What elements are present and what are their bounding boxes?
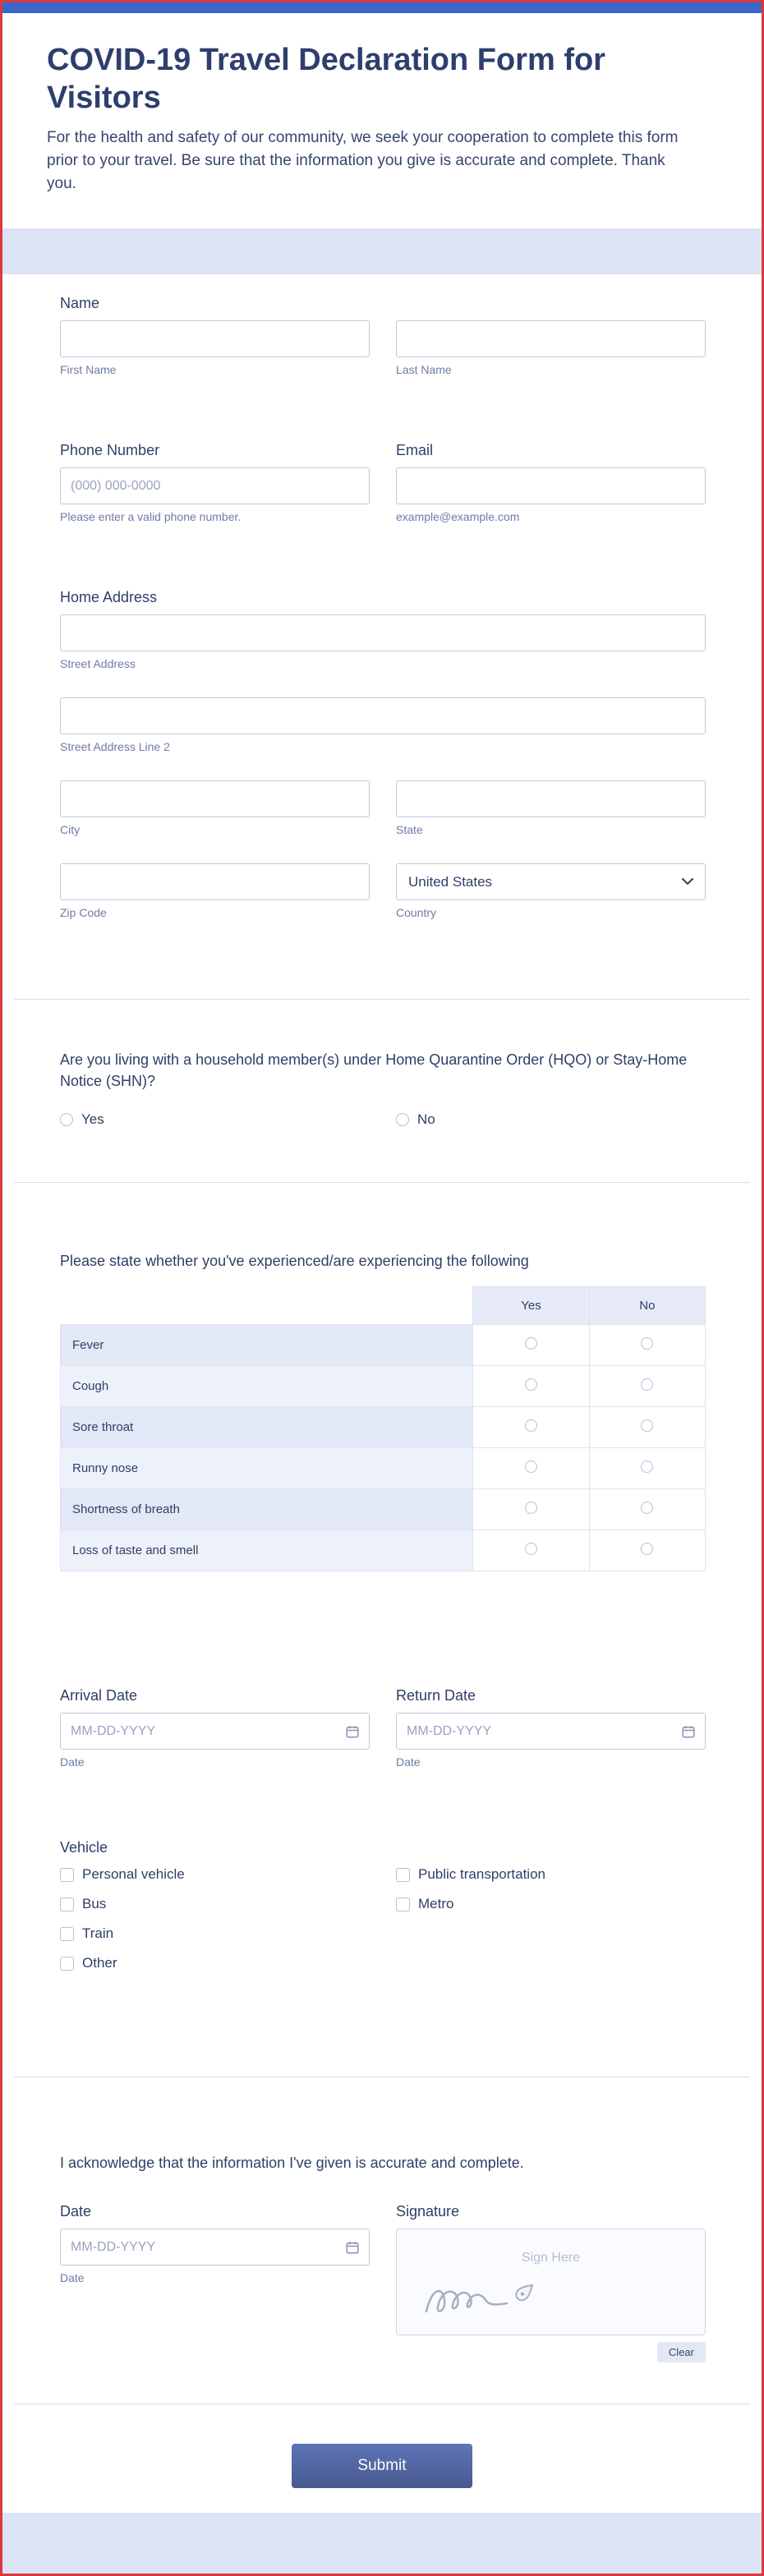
personal-vehicle-checkbox[interactable] — [60, 1868, 74, 1882]
hqo-field — [2, 1049, 762, 1128]
last-name-input[interactable] — [396, 320, 706, 357]
hqo-yes-radio[interactable] — [60, 1113, 73, 1126]
street-address-2-input[interactable] — [60, 697, 706, 734]
arrival-date-input[interactable] — [60, 1713, 370, 1750]
country-sublabel: Country — [396, 906, 437, 919]
matrix-column-no: No — [589, 1287, 705, 1325]
table-row — [61, 1448, 706, 1489]
arrival-date-label: Arrival Date — [60, 1687, 138, 1704]
symptom-cough-label: Cough — [61, 1366, 473, 1407]
date-signature-row — [2, 2202, 762, 2362]
matrix-corner-cell — [61, 1287, 473, 1325]
phone-field — [60, 441, 370, 524]
bus-checkbox[interactable] — [60, 1898, 74, 1911]
other-label: Other — [82, 1955, 117, 1971]
phone-email-row — [2, 441, 762, 524]
symptom-sore-throat-label: Sore throat — [61, 1407, 473, 1448]
form-body — [2, 274, 762, 2513]
phone-label: Phone Number — [60, 442, 160, 458]
signature-squiggle — [415, 2274, 661, 2326]
travel-dates-row — [2, 1686, 762, 1769]
date-field — [60, 2202, 370, 2362]
sore-throat-yes-radio[interactable] — [525, 1419, 537, 1432]
form-theme-bar — [2, 2, 762, 13]
symptoms-table — [60, 1286, 706, 1571]
vehicle-option-bus[interactable] — [60, 1896, 370, 1912]
zip-code-input[interactable] — [60, 863, 370, 900]
calendar-icon[interactable] — [345, 1724, 360, 1739]
train-checkbox[interactable] — [60, 1927, 74, 1941]
hqo-option-no[interactable] — [396, 1111, 706, 1128]
street-address-sublabel: Street Address — [60, 657, 136, 670]
table-row — [61, 1407, 706, 1448]
clear-signature-button[interactable]: Clear — [657, 2342, 706, 2362]
symptom-runny-nose-label: Runny nose — [61, 1448, 473, 1489]
header-body-gap — [2, 228, 762, 274]
train-label: Train — [82, 1925, 114, 1941]
signature-field — [396, 2202, 706, 2362]
street-address-input[interactable] — [60, 614, 706, 651]
date-label: Date — [60, 2203, 92, 2220]
bus-label: Bus — [82, 1896, 107, 1911]
vehicle-option-other[interactable] — [60, 1955, 370, 1971]
metro-label: Metro — [418, 1896, 454, 1911]
table-row — [61, 1325, 706, 1366]
vehicle-field — [2, 1838, 762, 1971]
state-sublabel: State — [396, 823, 423, 836]
last-name-sublabel: Last Name — [396, 363, 452, 376]
address-label: Home Address — [60, 589, 158, 605]
form-header — [2, 13, 762, 228]
loss-of-taste-and-smell-yes-radio[interactable] — [525, 1543, 537, 1555]
vehicle-option-public-transportation[interactable] — [396, 1866, 706, 1883]
name-label: Name — [60, 295, 100, 311]
state-input[interactable] — [396, 780, 706, 817]
sore-throat-no-radio[interactable] — [641, 1419, 653, 1432]
hqo-option-yes[interactable] — [60, 1111, 370, 1128]
section-divider — [14, 1182, 750, 1183]
phone-input[interactable] — [60, 467, 370, 504]
email-field — [396, 441, 706, 524]
signature-label: Signature — [396, 2203, 460, 2220]
symptoms-label: Please state whether you've experienced/are experiencing the following — [60, 1253, 529, 1269]
loss-of-taste-and-smell-no-radio[interactable] — [641, 1543, 653, 1555]
public-transportation-checkbox[interactable] — [396, 1868, 410, 1882]
section-divider — [14, 999, 750, 1000]
vehicle-label: Vehicle — [60, 1839, 108, 1856]
name-field — [2, 294, 762, 377]
hqo-yes-label: Yes — [81, 1111, 104, 1127]
table-row — [61, 1489, 706, 1530]
date-input[interactable] — [60, 2229, 370, 2266]
first-name-sublabel: First Name — [60, 363, 117, 376]
chevron-down-icon — [682, 878, 693, 886]
pen-nib-icon — [513, 2281, 536, 2302]
city-input[interactable] — [60, 780, 370, 817]
vehicle-option-metro[interactable] — [396, 1896, 706, 1912]
arrival-date-field — [60, 1686, 370, 1769]
page-title: COVID-19 Travel Declaration Form for Visitors — [47, 43, 605, 115]
first-name-input[interactable] — [60, 320, 370, 357]
acknowledgment-field — [2, 2153, 762, 2173]
address-field — [2, 588, 762, 920]
phone-sublabel: Please enter a valid phone number. — [60, 510, 242, 523]
cough-no-radio[interactable] — [641, 1378, 653, 1391]
signature-pad[interactable] — [396, 2229, 706, 2335]
runny-nose-no-radio[interactable] — [641, 1460, 653, 1473]
country-selected-value: United States — [408, 873, 493, 890]
shortness-of-breath-no-radio[interactable] — [641, 1502, 653, 1514]
symptom-fever-label: Fever — [61, 1325, 473, 1366]
submit-button[interactable]: Submit — [292, 2444, 472, 2488]
email-label: Email — [396, 442, 434, 458]
shortness-of-breath-yes-radio[interactable] — [525, 1502, 537, 1514]
cough-yes-radio[interactable] — [525, 1378, 537, 1391]
table-row — [61, 1530, 706, 1571]
acknowledgment-text: I acknowledge that the information I've given is accurate and complete. — [60, 2155, 524, 2171]
fever-yes-radio[interactable] — [525, 1337, 537, 1350]
zip-code-sublabel: Zip Code — [60, 906, 107, 919]
table-row — [61, 1366, 706, 1407]
email-input[interactable] — [396, 467, 706, 504]
personal-vehicle-label: Personal vehicle — [82, 1866, 185, 1882]
date-sublabel: Date — [60, 2271, 85, 2284]
return-date-input[interactable] — [396, 1713, 706, 1750]
vehicle-option-train[interactable] — [60, 1925, 370, 1942]
arrival-date-sublabel: Date — [60, 1755, 85, 1769]
calendar-icon[interactable] — [681, 1724, 696, 1739]
page-subtitle: For the health and safety of our community, we seek your cooperation to complete this form prior to your travel. Be sure that the information you give is accurate and complete. Thank you. — [47, 129, 679, 192]
matrix-column-yes: Yes — [473, 1287, 589, 1325]
symptom-loss-of-taste-and-smell-label: Loss of taste and smell — [61, 1530, 473, 1571]
metro-checkbox[interactable] — [396, 1898, 410, 1911]
fever-no-radio[interactable] — [641, 1337, 653, 1350]
city-sublabel: City — [60, 823, 81, 836]
public-transportation-label: Public transportation — [418, 1866, 545, 1882]
symptom-shortness-of-breath-label: Shortness of breath — [61, 1489, 473, 1530]
country-select[interactable] — [396, 863, 706, 900]
calendar-icon[interactable] — [345, 2240, 360, 2255]
submit-row — [2, 2444, 762, 2488]
email-sublabel: example@example.com — [396, 510, 520, 523]
hqo-no-label: No — [417, 1111, 435, 1127]
other-checkbox[interactable] — [60, 1957, 74, 1971]
sign-here-text: Sign Here — [521, 2251, 581, 2265]
runny-nose-yes-radio[interactable] — [525, 1460, 537, 1473]
return-date-sublabel: Date — [396, 1755, 421, 1769]
vehicle-option-personal-vehicle[interactable] — [60, 1866, 370, 1883]
return-date-label: Return Date — [396, 1687, 476, 1704]
hqo-question: Are you living with a household member(s) under Home Quarantine Order (HQO) or Stay-Home Notice (SHN)? — [60, 1051, 688, 1089]
return-date-field — [396, 1686, 706, 1769]
hqo-no-radio[interactable] — [396, 1113, 409, 1126]
street-address-2-sublabel: Street Address Line 2 — [60, 740, 170, 753]
symptoms-field — [2, 1252, 762, 1571]
